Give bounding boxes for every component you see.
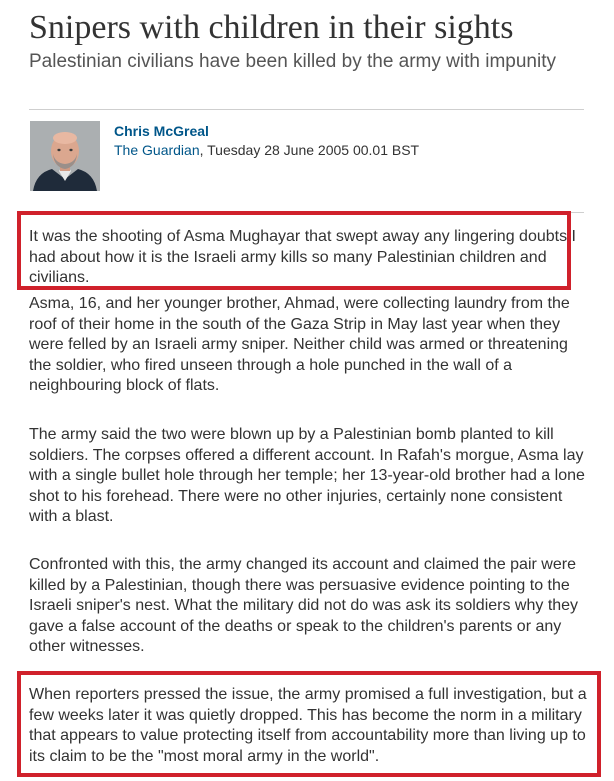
publication-link[interactable]: The Guardian: [114, 142, 200, 158]
standfirst: Palestinian civilians have been killed by the army with impunity: [29, 51, 556, 72]
byline: [114, 122, 419, 160]
publication-line: [114, 140, 419, 160]
author-link[interactable]: Chris McGreal: [114, 123, 209, 139]
article-paragraph-1: It was the shooting of Asma Mughayar that swept away any lingering doubts I had about how it is the Israeli army kills so many Palestinian children and civilians.: [29, 228, 576, 286]
headline: Snipers with children in their sights: [29, 9, 514, 46]
divider-top: [29, 109, 584, 110]
author-avatar-icon: [30, 121, 100, 191]
article-paragraph-4: Confronted with this, the army changed its account and claimed the pair were killed by a Palestinian, though there was persuasive evidence pointing to the Israeli sniper's nest. What the military did not do was ask its soldiers why they gave a false account of the deaths or speak to the children's parents or any other witnesses.: [29, 556, 579, 655]
article-paragraph-5: When reporters pressed the issue, the army promised a full investigation, but a few weeks later it was quietly dropped. This has become the norm in a military that appears to value protecting itself from accountability more than living up to its claim to be the "most moral army in the world".: [29, 686, 587, 765]
author-photo: [30, 121, 100, 191]
article-paragraph-2: Asma, 16, and her younger brother, Ahmad, were collecting laundry from the roof of their home in the south of the Gaza Strip in May last year when they were felled by an Israeli army sniper. Neither child was armed or threatening the soldier, who fired unseen through a hole punched in the wall of a neighbouring block of flats.: [29, 295, 570, 394]
article-paragraph-3: The army said the two were blown up by a Palestinian bomb planted to kill soldiers. The corpses offered a different account. In Rafah's morgue, Asma lay with a single bullet hole through her temple; her 13-year-old brother had a lone shot to his forehead. There were no other injuries, certainly none consistent with a blast.: [29, 426, 585, 525]
dateline: , Tuesday 28 June 2005 00.01 BST: [199, 142, 420, 158]
